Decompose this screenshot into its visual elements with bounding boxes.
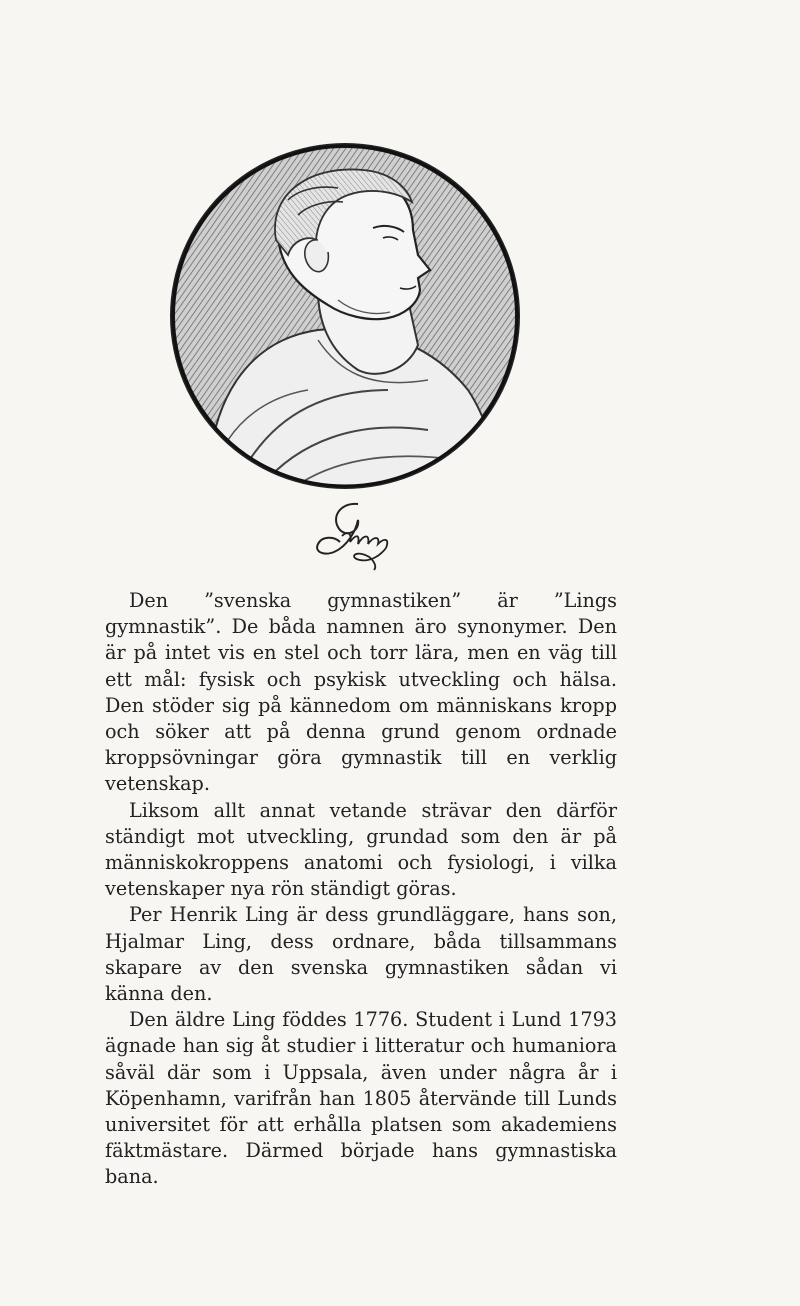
portrait-medallion: [168, 140, 522, 492]
paragraph-1: Den ”svenska gymnastiken” är ”Lings gymnastik”. De båda namnen äro synonymer. Den är på intet vis en stel och torr lära, men en väg till ett mål: fysisk och psykisk utveckling och hälsa. Den stöder sig på kännedom om människans kropp och söker att på denna grund genom ordnade kroppsövningar göra gymnastik till en verklig vetenskap.: [105, 589, 617, 796]
signature: [300, 500, 410, 572]
paragraph-3: Per Henrik Ling är dess grundläggare, hans son, Hjalmar Ling, dess ordnare, båda tillsammans skapare av den svenska gymnastiken sådan vi känna den.: [105, 903, 617, 1006]
paragraph-4: Den äldre Ling föddes 1776. Student i Lund 1793 ägnade han sig åt studier i litteratur och humaniora såväl där som i Uppsala, även under några år i Köpenhamn, varifrån han 1805 återvände till Lunds universitet för att erhålla platsen som akademiens fäktmästare. Därmed började hans gymnastiska bana.: [105, 1008, 617, 1189]
portrait-engraving-image: [168, 140, 522, 492]
signature-image: [300, 500, 410, 572]
paragraph-2: Liksom allt annat vetande strävar den därför ständigt mot utveckling, grundad som den är på människokroppens anatomi och fysiologi, i vilka vetenskaper nya rön ständigt göras.: [105, 798, 617, 901]
body-text: [105, 588, 617, 1191]
